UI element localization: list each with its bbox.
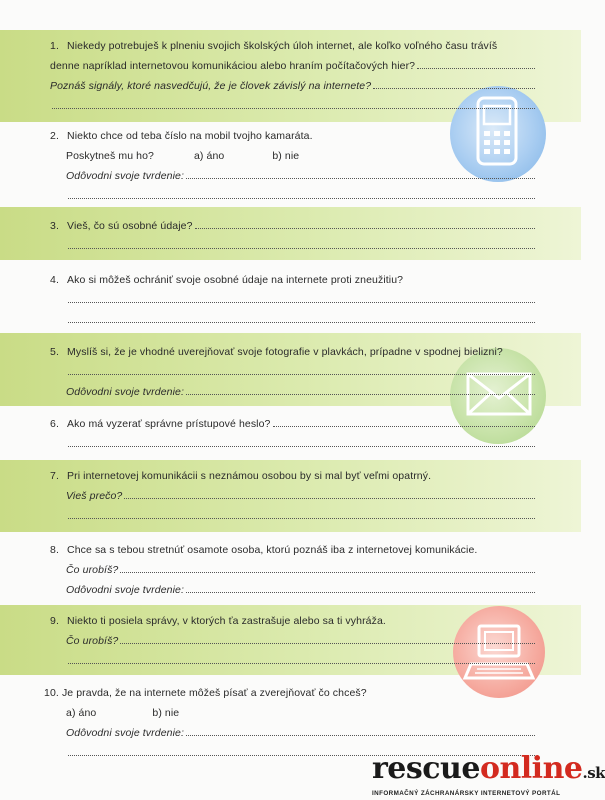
answer-line[interactable] (68, 310, 535, 323)
question-text: denne napríklad internetovou komunikáciou alebo hraním počítačových hier? (50, 60, 416, 72)
question-text: Niekto ti posiela správy, v ktorých ťa zastrašuje alebo sa ti vyhráža. (67, 615, 386, 627)
question-number: 7. (50, 470, 59, 482)
answer-label: Odôvodni svoje tvrdenie: (66, 584, 184, 596)
answer-line[interactable] (68, 506, 535, 519)
question-text: Je pravda, že na internete môžeš písať a zverejňovať čo chceš? (61, 687, 367, 699)
question-4 (50, 270, 535, 330)
answer-line[interactable] (186, 580, 535, 593)
answer-line[interactable] (68, 651, 535, 664)
answer-label: Vieš prečo? (66, 490, 123, 502)
question-number: 10. (44, 687, 59, 699)
answer-line[interactable] (68, 186, 535, 199)
answer-line[interactable] (120, 631, 535, 644)
answer-line[interactable] (186, 382, 535, 395)
answer-line[interactable] (68, 290, 535, 303)
answer-label: Odôvodni svoje tvrdenie: (66, 386, 184, 398)
option-a[interactable]: a) áno (66, 707, 97, 719)
answer-line[interactable] (68, 434, 535, 447)
question-number: 4. (50, 274, 59, 286)
question-number: 9. (50, 615, 59, 627)
answer-line[interactable] (52, 96, 535, 109)
question-text: Pri internetovej komunikácii s neznámou osobou by si mal byť veľmi opatrný. (67, 470, 432, 482)
answer-line[interactable] (68, 236, 535, 249)
answer-line[interactable] (186, 723, 535, 736)
question-2 (50, 126, 535, 206)
answer-line[interactable] (124, 486, 535, 499)
question-number: 5. (50, 346, 59, 358)
answer-label: Odôvodni svoje tvrdenie: (66, 170, 184, 182)
answer-line[interactable] (373, 76, 535, 89)
answer-line[interactable] (186, 166, 535, 179)
question-3 (50, 216, 535, 256)
question-1 (50, 36, 535, 116)
question-text: Ako si môžeš ochrániť svoje osobné údaje na internete proti zneužitiu? (67, 274, 404, 286)
answer-line[interactable] (273, 414, 536, 427)
answer-label: Čo urobíš? (66, 564, 119, 576)
question-text: Niekto chce od teba číslo na mobil tvojho kamaráta. (67, 130, 313, 142)
question-text: Poskytneš mu ho? (66, 150, 154, 162)
answer-line[interactable] (195, 216, 535, 229)
answer-label: Poznáš signály, ktoré nasvedčujú, že je človek závislý na internete? (50, 80, 372, 92)
question-number: 1. (50, 40, 59, 52)
question-7 (50, 466, 535, 526)
question-number: 6. (50, 418, 59, 430)
question-6 (50, 414, 535, 454)
logo-tagline: INFORMAČNÝ ZÁCHRANÁRSKY INTERNETOVÝ PORTÁL (372, 790, 561, 797)
question-number: 3. (50, 220, 59, 232)
answer-line[interactable] (68, 362, 535, 375)
question-text: Myslíš si, že je vhodné uverejňovať svoje fotografie v plavkách, prípadne v spodnej bielizni? (67, 346, 503, 358)
question-9 (50, 611, 535, 671)
option-b[interactable]: b) nie (152, 707, 180, 719)
answer-line[interactable] (120, 560, 535, 573)
answer-label: Odôvodni svoje tvrdenie: (66, 727, 184, 739)
question-8 (50, 540, 535, 600)
question-text: Vieš, čo sú osobné údaje? (67, 220, 193, 232)
question-text: Ako má vyzerať správne prístupové heslo? (67, 418, 271, 430)
rescueonline-logo: rescueonline.sk (372, 751, 605, 786)
answer-label: Čo urobíš? (66, 635, 119, 647)
answer-line[interactable] (417, 56, 535, 69)
option-a[interactable]: a) áno (193, 150, 225, 162)
question-5 (50, 342, 535, 402)
option-b[interactable]: b) nie (272, 150, 300, 162)
question-text: Chce sa s tebou stretnúť osamote osoba, ktorú poznáš iba z internetovej komunikácie. (67, 544, 478, 556)
footer-logo (372, 751, 605, 797)
question-number: 2. (50, 130, 59, 142)
question-text: Niekedy potrebuješ k plneniu svojich školských úloh internet, ale koľko voľného času trávíš (67, 40, 498, 52)
question-number: 8. (50, 544, 59, 556)
